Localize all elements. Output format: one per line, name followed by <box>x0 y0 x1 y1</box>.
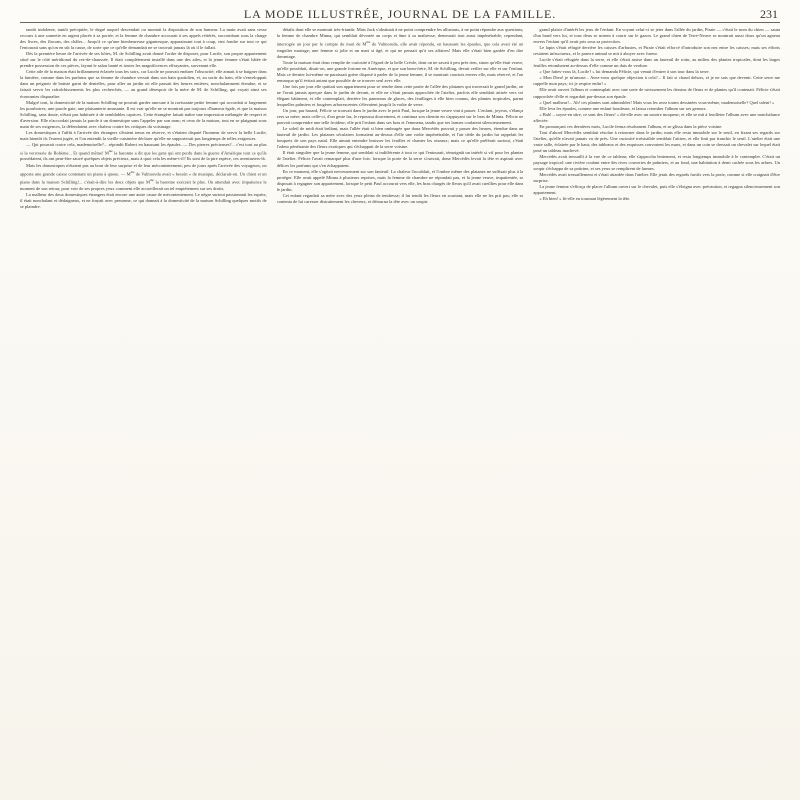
paragraph: Mais les domestiques n'étaient pas au bout de leur surprise et de leur mécontentement; peu de jours après l'arrivée des voyageurs, on apporta une grande caisse contenant un piano à queue. — $M^{me}$ de Valmoreda avait « besoin » de musique, déclarait-on. Un chien et un piano dans la maison Schilling!... c'était-à-dire les deux objets que $M^{me}$ la baronne exécrait le plus. On attendait avec impatience le moment de son retour, pour voir de ses propres yeux comment elle accueillerait un tel empiétement sur ses droits. <box>20 162 267 191</box>
paragraph: Le lapin s'était réfugié derrière les caisses d'arbustes, et Pirate s'était efforcé d'introduire son nez entre les caisses; mais ses efforts restaient infructueux, et le pauvre animal se mit à aboyer avec fureur. <box>533 45 781 57</box>
running-head <box>20 6 780 23</box>
paragraph: Le soleil de midi était brûlant, mais l'allée était si bien ombragée que dona Mercédès pouvait y passer des heures, étendue dans un fauteuil de jardin. Les platanes séculaires formaient au-dessus d'elle une voûte impénétrable, et l'air tiède du jardin lui rappelait les bosquets de son pays natal. Elle aimait entendre bruisser les feuilles et chanter les oiseaux; mais ce qu'elle préférait surtout, c'était l'odeur pénétrante des fleurs exotiques qui s'échappait de la serre voisine. <box>276 126 524 150</box>
paragraph: « Quel malheur!... Ah! ces plantes sont admirables! Mais vous les avez toutes dessinées vous-même, mademoiselle? Quel talent! » <box>539 99 775 105</box>
paragraph: Mercédès avait tressailli à la vue de ce tableau; elle s'approcha lentement, et resta longtemps immobile à le contempler. C'était un paysage tropical: une rivière coulant entre des rives couvertes de palmiers, et au fond, une habitation à demi cachée sous les arbres. Un soupir s'échappa de sa poitrine, et ses yeux se remplirent de larmes. <box>533 153 781 172</box>
column-middle <box>277 27 524 799</box>
paragraph: « Que faites-vous là, Lucile? » lui demanda Félicie, qui venait d'entrer à son tour dans la serre. <box>539 69 710 75</box>
paragraph: grand plaisir d'intérêt les jeux de l'enfant. En voyant celui-ci se jeter dans l'allée du jardin, Pirate — c'était le nom du chien — sauta d'un bond vers lui, et tous deux se mirent à courir sur le gazon. Le grand chien de Terre-Neuve se montrait aussi doux qu'un agneau envers l'enfant qu'il avait pris sous sa protection. <box>533 27 781 45</box>
paragraph: Lucile s'était réfugiée dans la serre, et elle s'était assise dans un fauteuil de rotin, au milieu des plantes tropicales, dont les larges feuilles retombaient au-dessus d'elle comme un dais de verdure. <box>533 57 781 69</box>
paragraph: Il était singulier que la jeune femme, qui semblait si indifférente à tout ce qui l'entourait, témoignât un intérêt si vif pour les plantes de l'atelier. Félicie l'avait remarqué plus d'une fois: lorsque la porte de la serre s'ouvrait, dona Mercédès levait la tête et aspirait avec délices les parfums qui s'en échappaient. <box>276 150 524 168</box>
paragraph: Malgré tout, la domesticité de la maison Schilling ne pouvait garder rancune à la ravissante petite femme qui accordait si largement les pourboires; une parole gaie, une plaisanterie amusante. Il est vrai qu'elle ne se montrait pas toujours d'humeur égale, et que la maison Schilling, sans doute, n'était pas habituée à de semblables caprices. Cette étrangère faisait naître une impression mélangée de respect et d'aversion. Elle n'accordait jamais la parole à un domestique sans l'appeler par son nom; et ceux de la maison, tout en se plaignant sous main de ses exigences, la défendaient avec chaleur contre les critiques du voisinage. <box>20 99 267 129</box>
paragraph: tantôt indolente, tantôt précipitée, le degré auquel descendait ou montait la disposition de son humeur. La main avait sans cesse recours à une sonnette en argent placée à sa portée, et la femme de chambre accourait à ses appels réitérés, succombant sous la charge des livres, des flacons, des châles... Jusqu'à ce qu'une bienheureuse gigantesque, apparaissant tout à coup, vint fondre sur tout ce qui l'entourait sans qu'on en sût la cause, de sorte que ce qu'elle demandait ne se trouvait jamais là où il le fallait. <box>20 27 267 51</box>
paragraph: « Eh bien! » fit-elle en tournant légèrement la tête. <box>539 196 631 202</box>
paragraph: détails dont elle se montrait très-friande. Mais Jack s'obstinait à ne point comprendre les allusions, à ne point répondre aux questions; la femme de chambre Minna, qui semblait dévouée au corps et âme à sa maîtresse, demeurait tout aussi impénétrable; cependant, interrogée un jour par le compte du mari de $M^{me}$ de Valmoreda, elle avait répondu, en haussant les épaules, que cela avait été un singulier mariage; une femme si jolie et un mari si âgé, et qui ne pensait qu'à ses affaires! Mais elle s'était bien gardée d'en dire davantage. <box>276 27 524 59</box>
paragraph: Dès la première heure de l'arrivée de ses hôtes, M. de Schilling avait donné l'ordre de disposer, pour Lucile, son propre appartement situé sur le côté méridional du rez-de-chaussée. Il était complétement installé dans une des ailes, et la jeune femme s'était hâtée de prendre possession de ces pièces, fayant le salon hanté et toutes les magnificences effrayantes, survenant elle. <box>20 51 267 69</box>
journal-title: LA MODE ILLUSTRÉE, JOURNAL DE LA FAMILLE. <box>243 7 557 21</box>
column-right <box>533 27 780 799</box>
paragraph: Cet enfant regardait sa mère avec des yeux pleins de tendresse; il lui tendit les fleurs en souriant, mais elle ne les prit pas; elle se contenta de lui caresser distraitement les cheveux, et détourna la tête avec un soupir. <box>276 192 524 204</box>
paragraph: La malheur des deux domestiques étrangers était encore une autre cause de mécontentement. Le nègre surtout passionnait les esprits; il était nonchalant et dédaigneux, et ne frayait avec personne, ce qui donnait à la domesticité de la maison Schilling quelques motifs de se plaindre. <box>20 191 267 209</box>
paragraph: — Qui pourrait croire cela, mademoiselle?... répondit Robert en haussant les épaules. — Des pierres précieuses?... c'est tout au plus si la verroterie de Bohème... Et quand même! $M^{me}$ la baronne a dit que les gens qui ont perdu dans la guerre d'Amérique tout ce qu'ils possédaient, ils ont peut-être sauvé quelques objets précieux, mais à quoi cela les mène-t-il? Ils sont de la pire espèce, ces aventuriers-là. <box>20 141 267 162</box>
paragraph: Cette aile de la maison était brillamment éclairée tous les soirs, car Lucile ne pouvait endurer l'obscurité; elle aimait à se baigner dans la lumière, comme dans les parfums que sa femme de chambre versait dans son bain quotidien, et, au sortir du bain, elle s'enveloppait dans un peignoir de batiste garni de dentelles, pour aller au jardin où elle passait des heures entières, nonchalamment étendue, et se faisait servir les rafraîchissements les plus recherchés, — au grand désespoir de la mère de M. de Schilling, qui voyait ainsi ses économies disparaître. <box>20 69 267 99</box>
paragraph: « Mon Dieu! je m'amuse... Avez-vous quelque objection à cela?... Il fait si chaud dehors, et je ne sais que devenir. Cette serre me rappelle mon pays; ici je respire enfin! » <box>533 75 781 87</box>
text-columns <box>14 27 786 799</box>
paragraph: « Bah!... soyez-en sûre, ce sont des fleurs! » dit-elle avec un sourire moqueur; et elle se mit à feuilleter l'album avec une nonchalance affectée. <box>533 111 781 123</box>
paragraph: Mercédès avait tressaillement et s'était attardée dans l'atelier. Elle jetait des regards furtifs vers la porte, comme si elle craignait d'être surprise. <box>533 172 781 184</box>
page-number: 231 <box>760 7 778 21</box>
paragraph: Un jour, par hasard, Félicie se trouvait dans le jardin avec le petit Paul, lorsque la jeune veuve vint à passer. L'enfant, joyeux, s'élança vers sa mère; mais celle-ci, d'un geste las, le repoussa doucement, et continua son chemin en s'appuyant sur le bras de Minna. Félicie ne pouvait comprendre une telle froideur; elle prit l'enfant dans ses bras et l'emmena, tandis que ses larmes coulaient silencieusement. <box>276 108 524 126</box>
column-left <box>20 27 267 799</box>
paragraph: Elle avait ouvert l'album et contemplait avec une sorte de ravissement les dessins de fleurs et de plantes qu'il contenait. Félicie s'était rapprochée d'elle et regardait par-dessus son épaule. <box>533 87 781 99</box>
paragraph: Toute la maison était donc remplie de curiosité à l'égard de la belle Créole, dont on ne savait à peu près rien, sinon qu'elle était veuve, qu'elle possédait, disait-on, une grande fortune en Amérique, et que son beau-frère, M. de Schilling, devait veiller sur elle et sur l'enfant. Mais ce dernier lui-même ne paraissait guère disposé à parler de la jeune femme; il se montrait courtois envers elle, mais réservé, et l'on remarqua qu'il évitait autant que possible de se trouver seul avec elle. <box>276 59 524 83</box>
paragraph: La jeune femme s'efforça de placer l'album ouvert sur le chevalet, puis elle s'éloigna avec précaution, et regagna silencieusement son appartement. <box>533 184 781 196</box>
paragraph: Tout d'abord Mercédès semblait résolue à retourner dans le jardin; mais elle resta immobile sur le seuil, en fixant ses regards sur l'atelier, qu'elle n'avait jamais vu de près. Une curiosité irrésistible semblait l'attirer, et elle finit par franchir le seuil. L'atelier était une vaste salle, éclairée par le haut; des tableaux et des esquisses couvraient les murs, et dans un coin se dressait un chevalet sur lequel était posé un tableau inachevé. <box>533 129 781 153</box>
paragraph: Une fois par jour elle quittait son appartement pour se rendre dans cette partie de l'allée des platanes qui traversait le grand jardin; on ne l'avait jamais aperçue dans le jardin de devant, et elle ne s'était jamais approchée de l'atelier, parfois elle semblait attirée vers cet élégant bâtiment, et elle contemplait, derrière les panneaux de glaces, des feuillages à elle bien connus, des plantes tropicales, parmi lesquelles palmiers et fougères arborescentes s'élevaient jusqu'à la voûte de verre. <box>276 83 524 108</box>
paragraph: En prononçant ces dernières mots, Lucile ferma résolument l'album, et se glissa dans la pièce voisine. <box>539 123 723 129</box>
paragraph: En ce moment, elle s'agitait nerveusement sur son fauteuil. La chaleur l'accablait, et l'ombre même des platanes ne suffisait plus à la protéger. Elle avait appelé Minna à plusieurs reprises, mais la femme de chambre ne répondait pas, et la jeune veuve, impatientée, se disposait à regagner son appartement, lorsque le petit Paul accourut vers elle, les bras chargés de fleurs qu'il avait cueillies pour elle dans le jardin. <box>276 168 524 192</box>
paragraph: Elle leva les épaules, comme une enfant boudeuse, et laissa retomber l'album sur ses genoux. <box>539 105 707 111</box>
paragraph: Les domestiques à l'affût à l'arrivée des étrangers s'étaient tenus en réserve, et s'étaient disputé l'honneur de servir la belle Lucile; mais bientôt ils l'eurent jugée, et l'on entendit la vieille cuisinière déclarer qu'elle ne supporterait pas longtemps de telles exigences. <box>20 129 267 141</box>
